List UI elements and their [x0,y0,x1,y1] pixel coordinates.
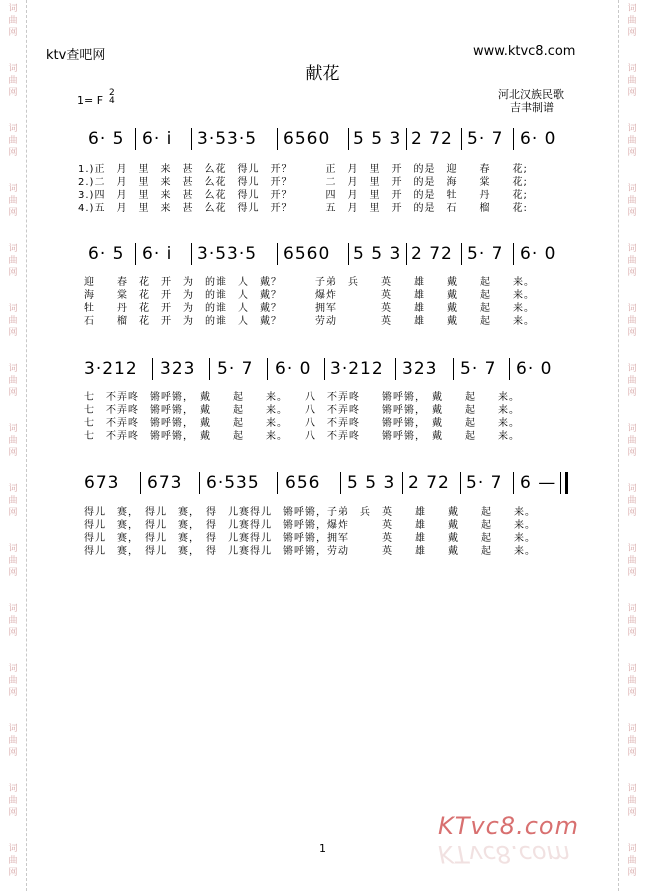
watermark-glyph: 曲 [8,556,18,566]
measure: 2 72 [408,473,450,493]
watermark-glyph: 网 [627,748,637,758]
watermark-glyph: 词 [8,604,18,614]
measure: 6· 0 [520,244,557,264]
barline [267,358,268,380]
brand-logo: KTvc8.com [438,812,579,840]
measure: 323 [402,359,438,379]
watermark-glyph: 曲 [8,196,18,206]
barline [135,128,136,150]
watermark-glyph: 词 [627,424,637,434]
meter-top: 2 [109,88,115,98]
score-system-4 [80,470,575,500]
measure: 656 [285,473,321,493]
watermark-glyph: 网 [627,268,637,278]
watermark-glyph: 词 [8,124,18,134]
watermark-glyph: 词 [8,304,18,314]
watermark-glyph: 词 [8,724,18,734]
watermark-glyph: 网 [8,628,18,638]
watermark-glyph: 曲 [627,256,637,266]
measure: 5· 7 [217,359,254,379]
watermark-glyph: 曲 [627,556,637,566]
meter-bottom: 4 [109,96,115,106]
watermark-glyph: 曲 [627,856,637,866]
watermark-glyph: 网 [627,28,637,38]
watermark-glyph: 网 [627,508,637,518]
watermark-glyph: 曲 [627,76,637,86]
page-number: 1 [319,842,326,855]
score-system-1 [80,126,575,156]
measure: 5 5 3 [347,473,396,493]
lyric-line: 4.)五 月 里 来 甚 么花 得儿 开？ 五 月 里 开 的是 石 榴 花: [78,203,528,214]
lyric-line: 七 不弄咚 锵呼锵， 戴 起 来。 八 不弄咚 锵呼锵， 戴 起 来。 [84,418,520,429]
measure: 5· 7 [460,359,497,379]
watermark-glyph: 网 [8,268,18,278]
watermark-glyph: 词 [627,364,637,374]
watermark-glyph: 词 [627,184,637,194]
watermark-glyph: 网 [627,808,637,818]
watermark-glyph: 词 [627,484,637,494]
barline [324,358,325,380]
watermark-glyph: 词 [627,724,637,734]
watermark-glyph: 曲 [8,616,18,626]
watermark-glyph: 曲 [8,736,18,746]
watermark-glyph: 曲 [8,316,18,326]
barline [509,358,510,380]
left-watermark-strip [0,0,27,891]
measure: 6·535 [206,473,260,493]
watermark-glyph: 网 [8,508,18,518]
measure: 6· 0 [520,129,557,149]
time-signature [109,89,115,105]
lyric-line: 3.)四 月 里 来 甚 么花 得儿 开？ 四 月 里 开 的是 牡 丹 花; [78,190,528,201]
watermark-glyph: 词 [8,64,18,74]
lyric-line: 得儿 赛， 得儿 赛， 得 儿赛得儿 锵呼锵，劳动 英 雄 戴 起 来。 [84,546,536,557]
watermark-glyph: 曲 [627,796,637,806]
barline [460,472,461,494]
barline [191,243,192,265]
arranger-credit: 吉聿制谱 [510,101,554,114]
barline [395,358,396,380]
score-system-2 [80,241,575,271]
watermark-glyph: 曲 [8,76,18,86]
barline [135,243,136,265]
measure: 6· 0 [516,359,553,379]
watermark-glyph: 曲 [627,316,637,326]
barline [513,243,514,265]
barline [453,358,454,380]
song-title: 献花 [305,64,340,84]
watermark-glyph: 网 [8,328,18,338]
lyric-line: 七 不弄咚 锵呼锵， 戴 起 来。 八 不弄咚 锵呼锵， 戴 起 来。 [84,405,520,416]
watermark-glyph: 曲 [8,676,18,686]
measure: 5 5 3 [353,244,402,264]
lyric-line: 海 棠 花 开 为 的谁 人 戴？ 爆炸 英 雄 戴 起 来。 [84,290,535,301]
song-origin: 河北汉族民歌 [498,88,564,101]
measure: 5· 7 [467,129,504,149]
watermark-glyph: 网 [627,628,637,638]
lyric-line: 迎 春 花 开 为 的谁 人 戴？ 子弟 兵 英 雄 戴 起 来。 [84,277,535,288]
barline [560,472,561,494]
watermark-glyph: 词 [627,304,637,314]
watermark-glyph: 词 [8,244,18,254]
watermark-glyph: 词 [627,784,637,794]
lyric-line: 得儿 赛， 得儿 赛， 得 儿赛得儿 锵呼锵，爆炸 英 雄 戴 起 来。 [84,520,536,531]
measure: 6· 5 [88,129,125,149]
lyric-line: 得儿 赛， 得儿 赛， 得 儿赛得儿 锵呼锵，子弟 兵 英 雄 戴 起 来。 [84,507,536,518]
watermark-glyph: 网 [627,328,637,338]
barline [209,358,210,380]
barline [461,243,462,265]
barline [340,472,341,494]
watermark-glyph: 词 [8,184,18,194]
watermark-glyph: 网 [8,88,18,98]
measure: 6· i [142,129,173,149]
watermark-glyph: 曲 [8,376,18,386]
watermark-glyph: 词 [627,544,637,554]
watermark-glyph: 词 [8,784,18,794]
watermark-glyph: 网 [8,808,18,818]
watermark-glyph: 曲 [8,256,18,266]
measure: 5· 7 [467,244,504,264]
watermark-glyph: 词 [627,244,637,254]
watermark-glyph: 曲 [8,856,18,866]
barline [199,472,200,494]
watermark-glyph: 网 [8,388,18,398]
watermark-glyph: 曲 [8,16,18,26]
site-url: www.ktvc8.com [473,44,576,59]
watermark-glyph: 曲 [627,136,637,146]
watermark-glyph: 曲 [8,796,18,806]
watermark-glyph: 网 [8,688,18,698]
key-signature: 1= F [77,94,104,107]
score-system-3 [80,356,575,386]
barline [402,472,403,494]
watermark-glyph: 网 [627,688,637,698]
barline [140,472,141,494]
watermark-glyph: 网 [627,448,637,458]
measure: 6560 [283,244,331,264]
lyric-line: 得儿 赛， 得儿 赛， 得 儿赛得儿 锵呼锵，拥军 英 雄 戴 起 来。 [84,533,536,544]
watermark-glyph: 曲 [627,616,637,626]
watermark-glyph: 曲 [627,376,637,386]
measure: 673 [84,473,120,493]
watermark-glyph: 网 [627,88,637,98]
measure: 5 5 3 [353,129,402,149]
watermark-glyph: 曲 [627,16,637,26]
watermark-glyph: 词 [627,664,637,674]
lyric-line: 石 榴 花 开 为 的谁 人 戴？ 劳动 英 雄 戴 起 来。 [84,316,535,327]
lyric-line: 七 不弄咚 锵呼锵， 戴 起 来。 八 不弄咚 锵呼锵， 戴 起 来。 [84,392,520,403]
measure: 3·212 [330,359,384,379]
barline [513,128,514,150]
final-barline [565,472,568,494]
watermark-glyph: 曲 [8,136,18,146]
watermark-glyph: 网 [8,748,18,758]
watermark-glyph: 网 [627,148,637,158]
watermark-glyph: 网 [8,568,18,578]
watermark-glyph: 网 [8,868,18,878]
measure: 6· 5 [88,244,125,264]
barline [513,472,514,494]
watermark-glyph: 曲 [627,736,637,746]
right-watermark-strip [618,0,645,891]
watermark-glyph: 网 [627,568,637,578]
watermark-glyph: 曲 [627,676,637,686]
watermark-glyph: 词 [627,124,637,134]
measure: 3·212 [84,359,138,379]
watermark-glyph: 词 [627,64,637,74]
watermark-glyph: 曲 [8,496,18,506]
lyric-line: 2.)二 月 里 来 甚 么花 得儿 开？ 二 月 里 开 的是 海 棠 花; [78,177,528,188]
barline [348,243,349,265]
barline [277,472,278,494]
measure: 3·53·5 [197,244,258,264]
watermark-glyph: 网 [8,448,18,458]
watermark-glyph: 网 [8,148,18,158]
site-name: ktv查吧网 [46,48,106,63]
measure: 6 — [520,473,557,493]
lyric-line: 七 不弄咚 锵呼锵， 戴 起 来。 八 不弄咚 锵呼锵， 戴 起 来。 [84,431,520,442]
brand-logo-reflection: KTvc8.com [438,840,570,868]
watermark-glyph: 网 [627,868,637,878]
barline [191,128,192,150]
watermark-glyph: 词 [8,424,18,434]
watermark-glyph: 词 [8,844,18,854]
watermark-glyph: 网 [627,208,637,218]
barline [152,358,153,380]
barline [406,243,407,265]
measure: 6· i [142,244,173,264]
watermark-glyph: 曲 [8,436,18,446]
measure: 5· 7 [466,473,503,493]
watermark-glyph: 网 [8,28,18,38]
watermark-glyph: 词 [627,844,637,854]
watermark-glyph: 网 [8,208,18,218]
watermark-glyph: 词 [8,544,18,554]
watermark-glyph: 曲 [627,496,637,506]
measure: 3·53·5 [197,129,258,149]
watermark-glyph: 词 [8,664,18,674]
barline [406,128,407,150]
measure: 2 72 [411,244,453,264]
watermark-glyph: 曲 [627,196,637,206]
watermark-glyph: 词 [8,4,18,14]
watermark-glyph: 词 [8,484,18,494]
measure: 2 72 [411,129,453,149]
measure: 323 [160,359,196,379]
barline [461,128,462,150]
barline [277,243,278,265]
barline [277,128,278,150]
measure: 6· 0 [275,359,312,379]
watermark-glyph: 曲 [627,436,637,446]
watermark-glyph: 词 [627,604,637,614]
watermark-glyph: 词 [627,4,637,14]
lyric-line: 牡 丹 花 开 为 的谁 人 戴？ 拥军 英 雄 戴 起 来。 [84,303,535,314]
measure: 6560 [283,129,331,149]
lyric-line: 1.)正 月 里 来 甚 么花 得儿 开？ 正 月 里 开 的是 迎 春 花; [78,164,528,175]
watermark-glyph: 网 [627,388,637,398]
barline [348,128,349,150]
watermark-glyph: 词 [8,364,18,374]
measure: 673 [147,473,183,493]
